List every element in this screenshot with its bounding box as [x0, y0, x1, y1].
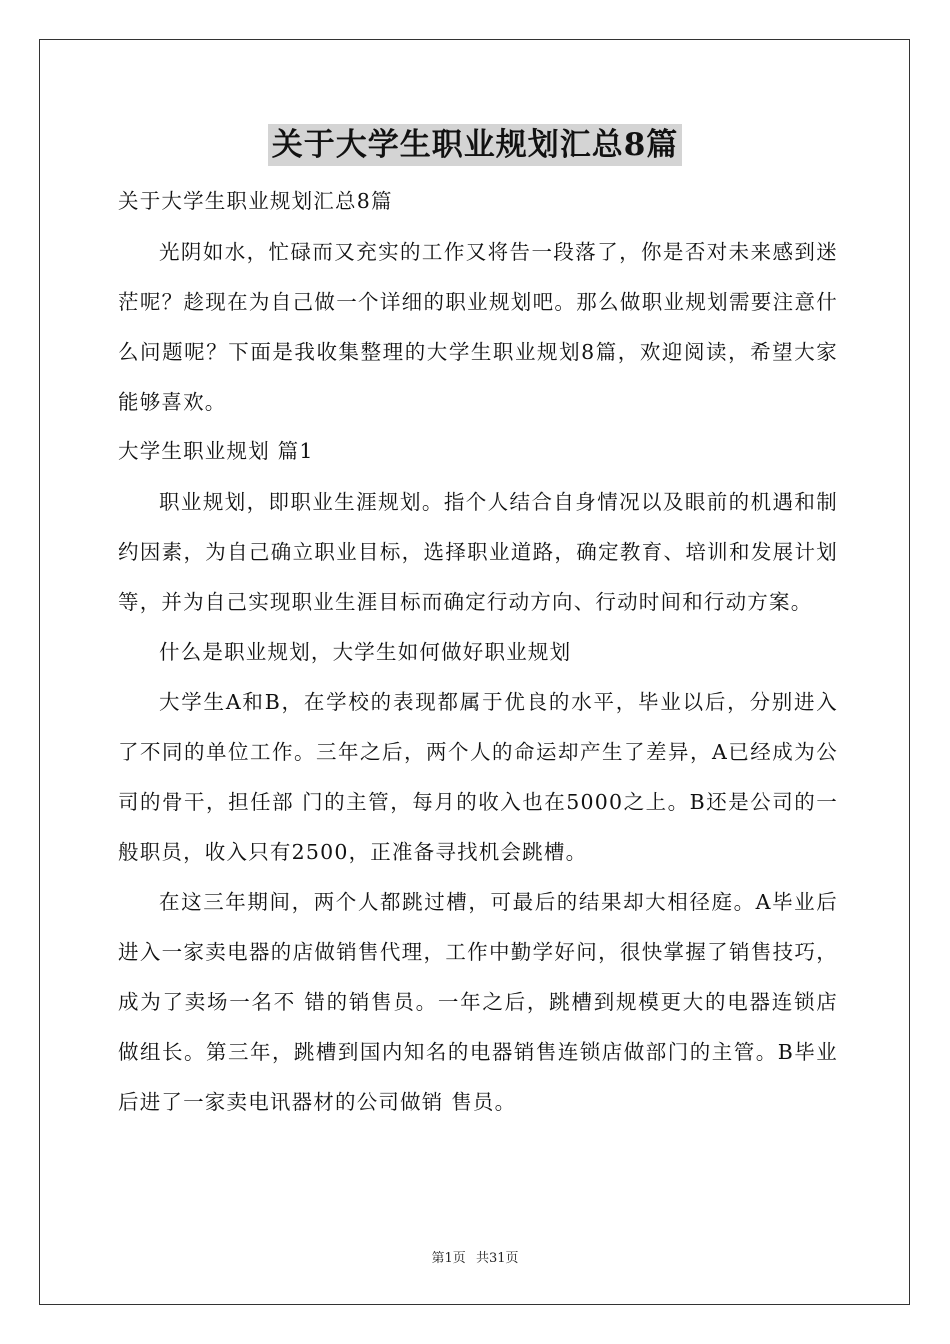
document-subtitle: 关于大学生职业规划汇总8篇 [118, 189, 393, 213]
story-paragraph: 大学生A和B，在学校的表现都属于优良的水平，毕业以后，分别进入了不同的单位工作。三年之后，两个人的命运却产生了差异，A已经成为公司的骨干，担任部 门的主管，每月的收入也在5000之上。B还是公司的一般职员，收入只有2500，正准备寻找机会跳槽。 [118, 690, 838, 864]
story-continued-paragraph: 在这三年期间，两个人都跳过槽，可最后的结果却大相径庭。A毕业后进入一家卖电器的店做销售代理，工作中勤学好问，很快掌握了销售技巧，成为了卖场一名不 错的销售员。一年之后，跳槽到规模更大的电器连锁店做组长。第三年，跳槽到国内知名的电器销售连锁店做部门的主管。B毕业后进了一家卖电讯器材的公司做销 售员。 [118, 890, 838, 1114]
intro-paragraph: 光阴如水，忙碌而又充实的工作又将告一段落了，你是否对未来感到迷茫呢？趁现在为自己做一个详细的职业规划吧。那么做职业规划需要注意什么问题呢？下面是我收集整理的大学生职业规划8篇，欢迎阅读，希望大家能够喜欢。 [118, 240, 838, 414]
document-title: 关于大学生职业规划汇总8篇 [268, 124, 683, 166]
title-container [0, 124, 950, 166]
total-pages: 共31页 [475, 1251, 519, 1266]
page-number: 第1页 [431, 1251, 466, 1266]
document-body [118, 177, 838, 1127]
question-paragraph: 什么是职业规划，大学生如何做好职业规划 [159, 640, 572, 664]
page-footer [0, 1247, 950, 1266]
definition-paragraph: 职业规划，即职业生涯规划。指个人结合自身情况以及眼前的机遇和制约因素，为自己确立职业目标，选择职业道路，确定教育、培训和发展计划等，并为自己实现职业生涯目标而确定行动方向、行动时间和行动方案。 [118, 490, 838, 614]
section-heading: 大学生职业规划 篇1 [118, 439, 314, 463]
